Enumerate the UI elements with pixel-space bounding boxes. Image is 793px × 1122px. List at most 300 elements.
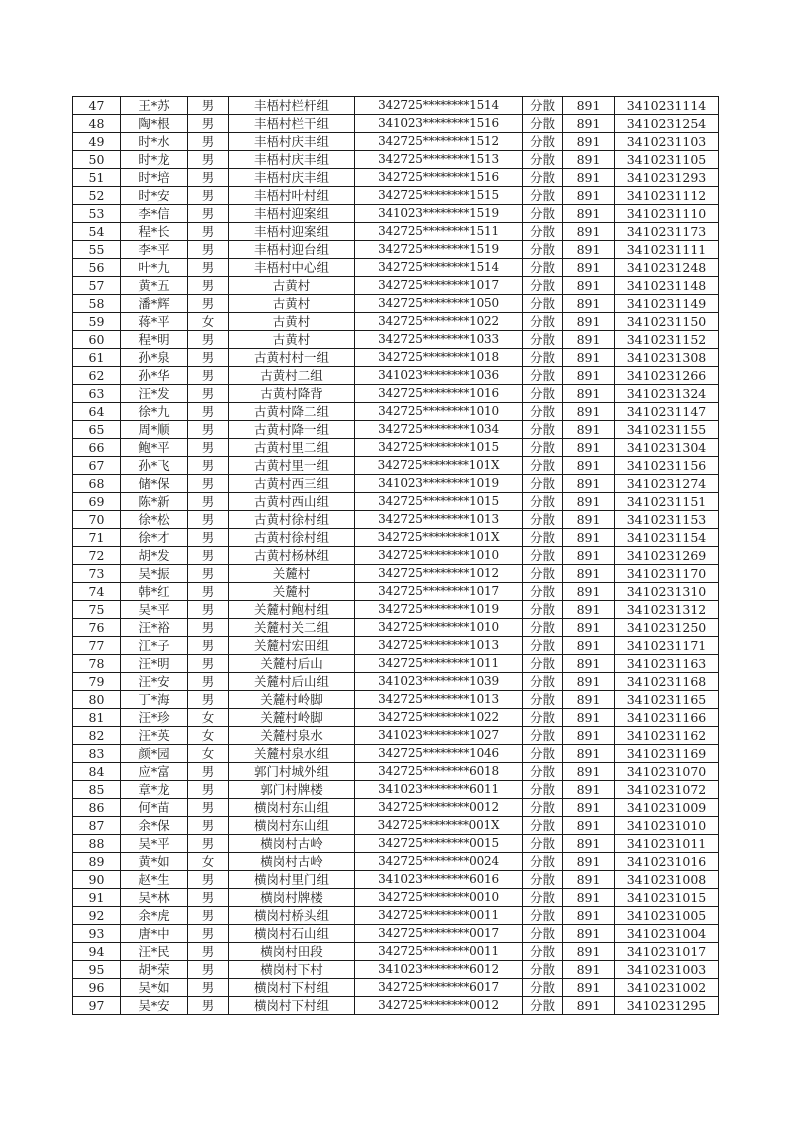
- row-number-cell: 59: [73, 313, 121, 331]
- account-cell: 3410231170: [615, 565, 719, 583]
- account-cell: 3410231103: [615, 133, 719, 151]
- id-number-cell: 342725********0012: [355, 799, 523, 817]
- id-number-cell: 342725********1512: [355, 133, 523, 151]
- type-cell: 分散: [523, 421, 563, 439]
- account-cell: 3410231148: [615, 277, 719, 295]
- amount-cell: 891: [563, 853, 615, 871]
- row-number-cell: 66: [73, 439, 121, 457]
- amount-cell: 891: [563, 313, 615, 331]
- row-number-cell: 48: [73, 115, 121, 133]
- account-cell: 3410231072: [615, 781, 719, 799]
- account-cell: 3410231266: [615, 367, 719, 385]
- type-cell: 分散: [523, 691, 563, 709]
- gender-cell: 男: [188, 655, 229, 673]
- amount-cell: 891: [563, 943, 615, 961]
- table-row: [73, 187, 719, 205]
- type-cell: 分散: [523, 277, 563, 295]
- type-cell: 分散: [523, 511, 563, 529]
- id-number-cell: 342725********1022: [355, 709, 523, 727]
- account-cell: 3410231149: [615, 295, 719, 313]
- id-number-cell: 342725********1015: [355, 439, 523, 457]
- gender-cell: 男: [188, 529, 229, 547]
- type-cell: 分散: [523, 349, 563, 367]
- address-cell: 关麓村关二组: [229, 619, 355, 637]
- account-cell: 3410231312: [615, 601, 719, 619]
- name-cell: 吴*振: [121, 565, 188, 583]
- type-cell: 分散: [523, 565, 563, 583]
- name-cell: 徐*才: [121, 529, 188, 547]
- type-cell: 分散: [523, 403, 563, 421]
- name-cell: 时*龙: [121, 151, 188, 169]
- type-cell: 分散: [523, 817, 563, 835]
- table-row: [73, 907, 719, 925]
- row-number-cell: 57: [73, 277, 121, 295]
- type-cell: 分散: [523, 763, 563, 781]
- type-cell: 分散: [523, 169, 563, 187]
- row-number-cell: 88: [73, 835, 121, 853]
- id-number-cell: 342725********1519: [355, 241, 523, 259]
- row-number-cell: 56: [73, 259, 121, 277]
- account-cell: 3410231304: [615, 439, 719, 457]
- type-cell: 分散: [523, 907, 563, 925]
- id-number-cell: 342725********0011: [355, 943, 523, 961]
- table-row: [73, 763, 719, 781]
- address-cell: 横岗村古岭: [229, 853, 355, 871]
- type-cell: 分散: [523, 385, 563, 403]
- address-cell: 关麓村: [229, 565, 355, 583]
- type-cell: 分散: [523, 673, 563, 691]
- address-cell: 丰梧村庆丰组: [229, 151, 355, 169]
- id-number-cell: 341023********1519: [355, 205, 523, 223]
- table-row: [73, 223, 719, 241]
- type-cell: 分散: [523, 493, 563, 511]
- amount-cell: 891: [563, 529, 615, 547]
- row-number-cell: 64: [73, 403, 121, 421]
- gender-cell: 男: [188, 205, 229, 223]
- name-cell: 蒋*平: [121, 313, 188, 331]
- table-row: [73, 97, 719, 115]
- type-cell: 分散: [523, 367, 563, 385]
- gender-cell: 男: [188, 781, 229, 799]
- table-row: [73, 853, 719, 871]
- id-number-cell: 342725********0011: [355, 907, 523, 925]
- gender-cell: 男: [188, 133, 229, 151]
- amount-cell: 891: [563, 205, 615, 223]
- id-number-cell: 342725********1022: [355, 313, 523, 331]
- type-cell: 分散: [523, 295, 563, 313]
- table-body: [73, 97, 719, 1015]
- gender-cell: 男: [188, 169, 229, 187]
- account-cell: 3410231110: [615, 205, 719, 223]
- id-number-cell: 342725********1515: [355, 187, 523, 205]
- address-cell: 丰梧村庆丰组: [229, 169, 355, 187]
- row-number-cell: 49: [73, 133, 121, 151]
- table-row: [73, 439, 719, 457]
- account-cell: 3410231308: [615, 349, 719, 367]
- amount-cell: 891: [563, 385, 615, 403]
- row-number-cell: 96: [73, 979, 121, 997]
- amount-cell: 891: [563, 799, 615, 817]
- account-cell: 3410231111: [615, 241, 719, 259]
- table-row: [73, 385, 719, 403]
- account-cell: 3410231114: [615, 97, 719, 115]
- row-number-cell: 77: [73, 637, 121, 655]
- id-number-cell: 342725********1018: [355, 349, 523, 367]
- type-cell: 分散: [523, 115, 563, 133]
- gender-cell: 男: [188, 385, 229, 403]
- name-cell: 吴*安: [121, 997, 188, 1015]
- amount-cell: 891: [563, 817, 615, 835]
- gender-cell: 男: [188, 259, 229, 277]
- type-cell: 分散: [523, 961, 563, 979]
- id-number-cell: 342725********001X: [355, 817, 523, 835]
- name-cell: 汪*珍: [121, 709, 188, 727]
- table-row: [73, 925, 719, 943]
- type-cell: 分散: [523, 619, 563, 637]
- gender-cell: 男: [188, 835, 229, 853]
- account-cell: 3410231295: [615, 997, 719, 1015]
- name-cell: 丁*海: [121, 691, 188, 709]
- amount-cell: 891: [563, 619, 615, 637]
- type-cell: 分散: [523, 97, 563, 115]
- type-cell: 分散: [523, 979, 563, 997]
- table-row: [73, 817, 719, 835]
- id-number-cell: 342725********1513: [355, 151, 523, 169]
- id-number-cell: 342725********1034: [355, 421, 523, 439]
- address-cell: 古黄村里二组: [229, 439, 355, 457]
- amount-cell: 891: [563, 547, 615, 565]
- amount-cell: 891: [563, 277, 615, 295]
- type-cell: 分散: [523, 241, 563, 259]
- type-cell: 分散: [523, 781, 563, 799]
- address-cell: 丰梧村中心组: [229, 259, 355, 277]
- table-row: [73, 421, 719, 439]
- amount-cell: 891: [563, 223, 615, 241]
- name-cell: 何*苗: [121, 799, 188, 817]
- gender-cell: 女: [188, 727, 229, 745]
- amount-cell: 891: [563, 727, 615, 745]
- gender-cell: 男: [188, 97, 229, 115]
- table-row: [73, 781, 719, 799]
- account-cell: 3410231015: [615, 889, 719, 907]
- gender-cell: 男: [188, 763, 229, 781]
- address-cell: 关麓村鲍村组: [229, 601, 355, 619]
- name-cell: 吴*平: [121, 601, 188, 619]
- id-number-cell: 342725********1010: [355, 403, 523, 421]
- row-number-cell: 94: [73, 943, 121, 961]
- address-cell: 横岗村古岭: [229, 835, 355, 853]
- id-number-cell: 342725********1033: [355, 331, 523, 349]
- account-cell: 3410231112: [615, 187, 719, 205]
- amount-cell: 891: [563, 673, 615, 691]
- address-cell: 丰梧村栏干组: [229, 115, 355, 133]
- name-cell: 黄*如: [121, 853, 188, 871]
- table-row: [73, 889, 719, 907]
- gender-cell: 男: [188, 331, 229, 349]
- gender-cell: 男: [188, 457, 229, 475]
- account-cell: 3410231153: [615, 511, 719, 529]
- address-cell: 古黄村西三组: [229, 475, 355, 493]
- address-cell: 横岗村下村组: [229, 997, 355, 1015]
- gender-cell: 男: [188, 439, 229, 457]
- table-row: [73, 565, 719, 583]
- type-cell: 分散: [523, 223, 563, 241]
- name-cell: 唐*中: [121, 925, 188, 943]
- gender-cell: 男: [188, 871, 229, 889]
- id-number-cell: 342725********0017: [355, 925, 523, 943]
- type-cell: 分散: [523, 187, 563, 205]
- table-row: [73, 529, 719, 547]
- name-cell: 汪*裕: [121, 619, 188, 637]
- gender-cell: 男: [188, 187, 229, 205]
- row-number-cell: 52: [73, 187, 121, 205]
- row-number-cell: 89: [73, 853, 121, 871]
- type-cell: 分散: [523, 313, 563, 331]
- table-row: [73, 295, 719, 313]
- address-cell: 郭门村牌楼: [229, 781, 355, 799]
- address-cell: 古黄村: [229, 331, 355, 349]
- amount-cell: 891: [563, 133, 615, 151]
- account-cell: 3410231274: [615, 475, 719, 493]
- row-number-cell: 63: [73, 385, 121, 403]
- id-number-cell: 342725********1050: [355, 295, 523, 313]
- account-cell: 3410231105: [615, 151, 719, 169]
- account-cell: 3410231070: [615, 763, 719, 781]
- name-cell: 汪*安: [121, 673, 188, 691]
- gender-cell: 男: [188, 565, 229, 583]
- id-number-cell: 342725********1016: [355, 385, 523, 403]
- id-number-cell: 342725********1010: [355, 547, 523, 565]
- name-cell: 李*信: [121, 205, 188, 223]
- account-cell: 3410231254: [615, 115, 719, 133]
- address-cell: 关麓村岭脚: [229, 709, 355, 727]
- name-cell: 孙*飞: [121, 457, 188, 475]
- type-cell: 分散: [523, 331, 563, 349]
- table-row: [73, 349, 719, 367]
- row-number-cell: 71: [73, 529, 121, 547]
- row-number-cell: 69: [73, 493, 121, 511]
- type-cell: 分散: [523, 709, 563, 727]
- name-cell: 吴*如: [121, 979, 188, 997]
- gender-cell: 男: [188, 601, 229, 619]
- address-cell: 关麓村泉水: [229, 727, 355, 745]
- address-cell: 横岗村桥头组: [229, 907, 355, 925]
- amount-cell: 891: [563, 475, 615, 493]
- account-cell: 3410231163: [615, 655, 719, 673]
- name-cell: 程*明: [121, 331, 188, 349]
- name-cell: 时*安: [121, 187, 188, 205]
- name-cell: 潘*辉: [121, 295, 188, 313]
- amount-cell: 891: [563, 349, 615, 367]
- address-cell: 古黄村降二组: [229, 403, 355, 421]
- address-cell: 古黄村: [229, 313, 355, 331]
- row-number-cell: 91: [73, 889, 121, 907]
- table-row: [73, 619, 719, 637]
- amount-cell: 891: [563, 763, 615, 781]
- amount-cell: 891: [563, 493, 615, 511]
- amount-cell: 891: [563, 511, 615, 529]
- id-number-cell: 342725********1017: [355, 277, 523, 295]
- gender-cell: 男: [188, 925, 229, 943]
- address-cell: 丰梧村叶村组: [229, 187, 355, 205]
- amount-cell: 891: [563, 709, 615, 727]
- name-cell: 汪*民: [121, 943, 188, 961]
- name-cell: 程*长: [121, 223, 188, 241]
- gender-cell: 男: [188, 475, 229, 493]
- id-number-cell: 342725********0024: [355, 853, 523, 871]
- id-number-cell: 342725********1516: [355, 169, 523, 187]
- id-number-cell: 341023********1039: [355, 673, 523, 691]
- id-number-cell: 342725********0012: [355, 997, 523, 1015]
- row-number-cell: 80: [73, 691, 121, 709]
- address-cell: 横岗村牌楼: [229, 889, 355, 907]
- account-cell: 3410231005: [615, 907, 719, 925]
- table-row: [73, 277, 719, 295]
- name-cell: 徐*松: [121, 511, 188, 529]
- name-cell: 孙*华: [121, 367, 188, 385]
- address-cell: 关麓村岭脚: [229, 691, 355, 709]
- table-row: [73, 655, 719, 673]
- account-cell: 3410231165: [615, 691, 719, 709]
- type-cell: 分散: [523, 259, 563, 277]
- type-cell: 分散: [523, 727, 563, 745]
- name-cell: 陶*根: [121, 115, 188, 133]
- row-number-cell: 54: [73, 223, 121, 241]
- amount-cell: 891: [563, 187, 615, 205]
- amount-cell: 891: [563, 97, 615, 115]
- address-cell: 横岗村里门组: [229, 871, 355, 889]
- table-row: [73, 313, 719, 331]
- address-cell: 关麓村后山: [229, 655, 355, 673]
- table-row: [73, 601, 719, 619]
- row-number-cell: 75: [73, 601, 121, 619]
- row-number-cell: 58: [73, 295, 121, 313]
- account-cell: 3410231147: [615, 403, 719, 421]
- account-cell: 3410231169: [615, 745, 719, 763]
- id-number-cell: 342725********1046: [355, 745, 523, 763]
- gender-cell: 男: [188, 493, 229, 511]
- type-cell: 分散: [523, 943, 563, 961]
- amount-cell: 891: [563, 241, 615, 259]
- account-cell: 3410231003: [615, 961, 719, 979]
- name-cell: 应*富: [121, 763, 188, 781]
- id-number-cell: 342725********1012: [355, 565, 523, 583]
- account-cell: 3410231002: [615, 979, 719, 997]
- account-cell: 3410231173: [615, 223, 719, 241]
- row-number-cell: 85: [73, 781, 121, 799]
- amount-cell: 891: [563, 637, 615, 655]
- id-number-cell: 341023********6012: [355, 961, 523, 979]
- address-cell: 古黄村西山组: [229, 493, 355, 511]
- id-number-cell: 342725********1013: [355, 691, 523, 709]
- table-row: [73, 403, 719, 421]
- name-cell: 赵*生: [121, 871, 188, 889]
- name-cell: 余*虎: [121, 907, 188, 925]
- table-row: [73, 727, 719, 745]
- address-cell: 丰梧村迎案组: [229, 205, 355, 223]
- account-cell: 3410231152: [615, 331, 719, 349]
- type-cell: 分散: [523, 745, 563, 763]
- gender-cell: 男: [188, 583, 229, 601]
- type-cell: 分散: [523, 853, 563, 871]
- table-row: [73, 637, 719, 655]
- table-row: [73, 673, 719, 691]
- address-cell: 关麓村后山组: [229, 673, 355, 691]
- address-cell: 关麓村: [229, 583, 355, 601]
- account-cell: 3410231248: [615, 259, 719, 277]
- address-cell: 横岗村下村: [229, 961, 355, 979]
- amount-cell: 891: [563, 979, 615, 997]
- id-number-cell: 342725********1019: [355, 601, 523, 619]
- amount-cell: 891: [563, 367, 615, 385]
- amount-cell: 891: [563, 439, 615, 457]
- type-cell: 分散: [523, 205, 563, 223]
- row-number-cell: 47: [73, 97, 121, 115]
- id-number-cell: 342725********1013: [355, 511, 523, 529]
- account-cell: 3410231250: [615, 619, 719, 637]
- address-cell: 古黄村降背: [229, 385, 355, 403]
- amount-cell: 891: [563, 925, 615, 943]
- address-cell: 古黄村二组: [229, 367, 355, 385]
- id-number-cell: 342725********6018: [355, 763, 523, 781]
- address-cell: 古黄村降一组: [229, 421, 355, 439]
- type-cell: 分散: [523, 871, 563, 889]
- id-number-cell: 341023********1027: [355, 727, 523, 745]
- name-cell: 余*保: [121, 817, 188, 835]
- row-number-cell: 78: [73, 655, 121, 673]
- table-row: [73, 547, 719, 565]
- type-cell: 分散: [523, 475, 563, 493]
- address-cell: 古黄村: [229, 295, 355, 313]
- type-cell: 分散: [523, 601, 563, 619]
- name-cell: 时*水: [121, 133, 188, 151]
- gender-cell: 女: [188, 745, 229, 763]
- name-cell: 汪*发: [121, 385, 188, 403]
- id-number-cell: 342725********1514: [355, 97, 523, 115]
- name-cell: 黄*五: [121, 277, 188, 295]
- id-number-cell: 341023********1036: [355, 367, 523, 385]
- gender-cell: 男: [188, 907, 229, 925]
- name-cell: 李*平: [121, 241, 188, 259]
- table-row: [73, 241, 719, 259]
- row-number-cell: 68: [73, 475, 121, 493]
- amount-cell: 891: [563, 781, 615, 799]
- table-row: [73, 169, 719, 187]
- address-cell: 关麓村泉水组: [229, 745, 355, 763]
- name-cell: 陈*新: [121, 493, 188, 511]
- type-cell: 分散: [523, 583, 563, 601]
- name-cell: 胡*发: [121, 547, 188, 565]
- row-number-cell: 74: [73, 583, 121, 601]
- account-cell: 3410231154: [615, 529, 719, 547]
- address-cell: 关麓村宏田组: [229, 637, 355, 655]
- address-cell: 古黄村徐村组: [229, 511, 355, 529]
- id-number-cell: 341023********6011: [355, 781, 523, 799]
- type-cell: 分散: [523, 151, 563, 169]
- id-number-cell: 341023********1019: [355, 475, 523, 493]
- row-number-cell: 55: [73, 241, 121, 259]
- id-number-cell: 342725********101X: [355, 529, 523, 547]
- amount-cell: 891: [563, 601, 615, 619]
- amount-cell: 891: [563, 583, 615, 601]
- account-cell: 3410231011: [615, 835, 719, 853]
- account-cell: 3410231166: [615, 709, 719, 727]
- name-cell: 叶*九: [121, 259, 188, 277]
- name-cell: 章*龙: [121, 781, 188, 799]
- account-cell: 3410231151: [615, 493, 719, 511]
- type-cell: 分散: [523, 529, 563, 547]
- name-cell: 徐*九: [121, 403, 188, 421]
